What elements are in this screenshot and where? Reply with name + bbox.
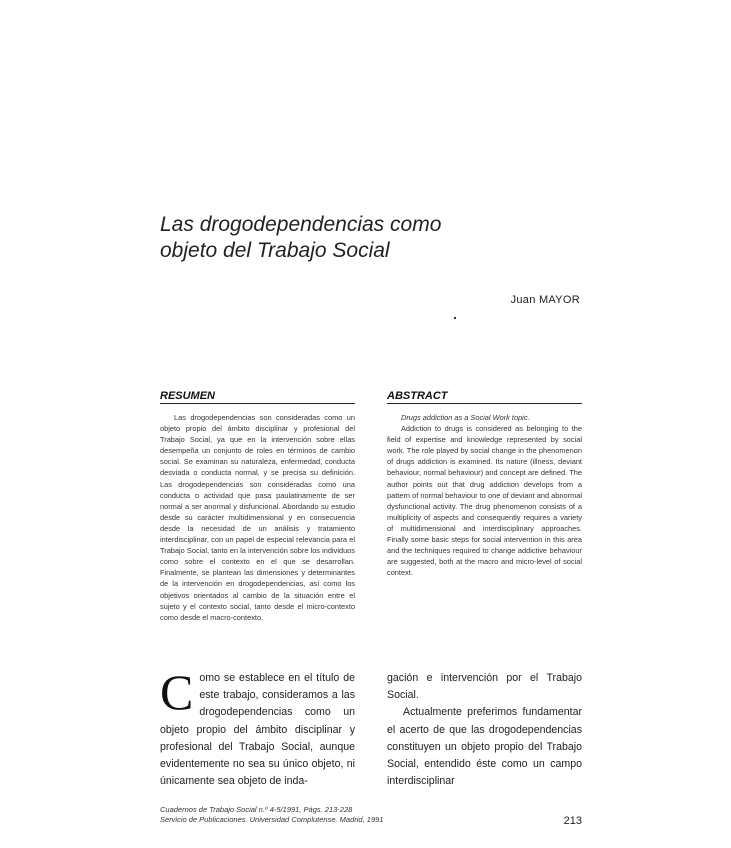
body-right-column [387,670,582,790]
footer-citation [160,805,460,824]
body-left-column [160,664,355,790]
author-name: Juan MAYOR [510,294,580,306]
abstract-text: Addiction to drugs is considered as belonging to the field of expertise and knowledge represented by social work. The role played by social change in the phenomenon of drugs addiction is examined. Its nature (illness, deviant behaviour, normal behaviour) and concept are defined. The author points out that drug addiction develops from a pattern of normal behaviour to one of deviant and abnormal dysfunctional activity. The drug phenomenon consists of a multiplicity of aspects and consequently requires a variety of multidimensional and interdisciplinary approaches. Finally some basic steps for social intervention in this area and the techniques required to change addictive behaviour are suggested, both at the macro and micro-level of social context. [387,424,582,578]
decorative-dot [454,317,456,319]
drop-cap: C [160,664,194,720]
footer-line-1: Cuadernos de Trabajo Social n.º 4-5/1991, Págs. 213-228 [160,805,353,814]
abstract-subtitle: Drugs addiction as a Social Work topic. [401,413,530,422]
body-right-paragraph-2: Actualmente preferimos fundamentar el acerto de que las drogodependencias constituyen un objeto propio del Trabajo Social, entendido éste como un campo interdisciplinar [387,706,582,788]
resumen-text: Las drogodependencias son consideradas como un objeto propio del ámbito disciplinar y profesional del Trabajo Social, ya que en la intervención sobre ellas desempeña un conjunto de roles en términos de cambio social. Se examinan su naturaleza, enfermedad, conducta desviada o conducta normal, y se precisa su definición. Las drogodependencias son consideradas como una conducta o actividad que pasa paulatinamente de ser normal a ser anormal y disfuncional. Abordando su estudio desde su carácter multidimensional y en consecuencia desde la necesidad de un análisis y tratamiento interdisciplinar, con un papel de especial relevancia para el Trabajo Social, tanto en la intervención sobre los individuos como sobre el contexto en el que se desarrollan. Finalmente, se plantean las dimensiones y determinantes de la intervención en drogodependencias, así como los objetivos orientados al cambio de la situación entre el sujeto y el contexto social, tanto desde el micro-contexto como desde el macro-contexto. [160,413,355,622]
abstract-rule [387,403,582,404]
article-title [160,212,560,264]
abstract-block [387,412,582,578]
abstract-heading: ABSTRACT [387,390,448,402]
footer-line-2: Servicio de Publicaciones. Universidad Complutense. Madrid, 1991 [160,814,384,824]
resumen-block [160,412,355,623]
title-line-1: Las drogodependencias como [160,213,442,236]
resumen-rule [160,403,355,404]
body-left-text: omo se establece en el título de este trabajo, consideramos a las drogodependencias como un objeto propio del ámbito disciplinar y profesional del Trabajo Social, aunque evidentemente no sea su único objeto, ni únicamente sea objeto de inda- [160,672,355,788]
page-number: 213 [563,815,582,827]
resumen-heading: RESUMEN [160,390,216,402]
title-line-2: objeto del Trabajo Social [160,239,390,262]
body-right-paragraph-1: gación e intervención por el Trabajo Social. [387,672,582,702]
